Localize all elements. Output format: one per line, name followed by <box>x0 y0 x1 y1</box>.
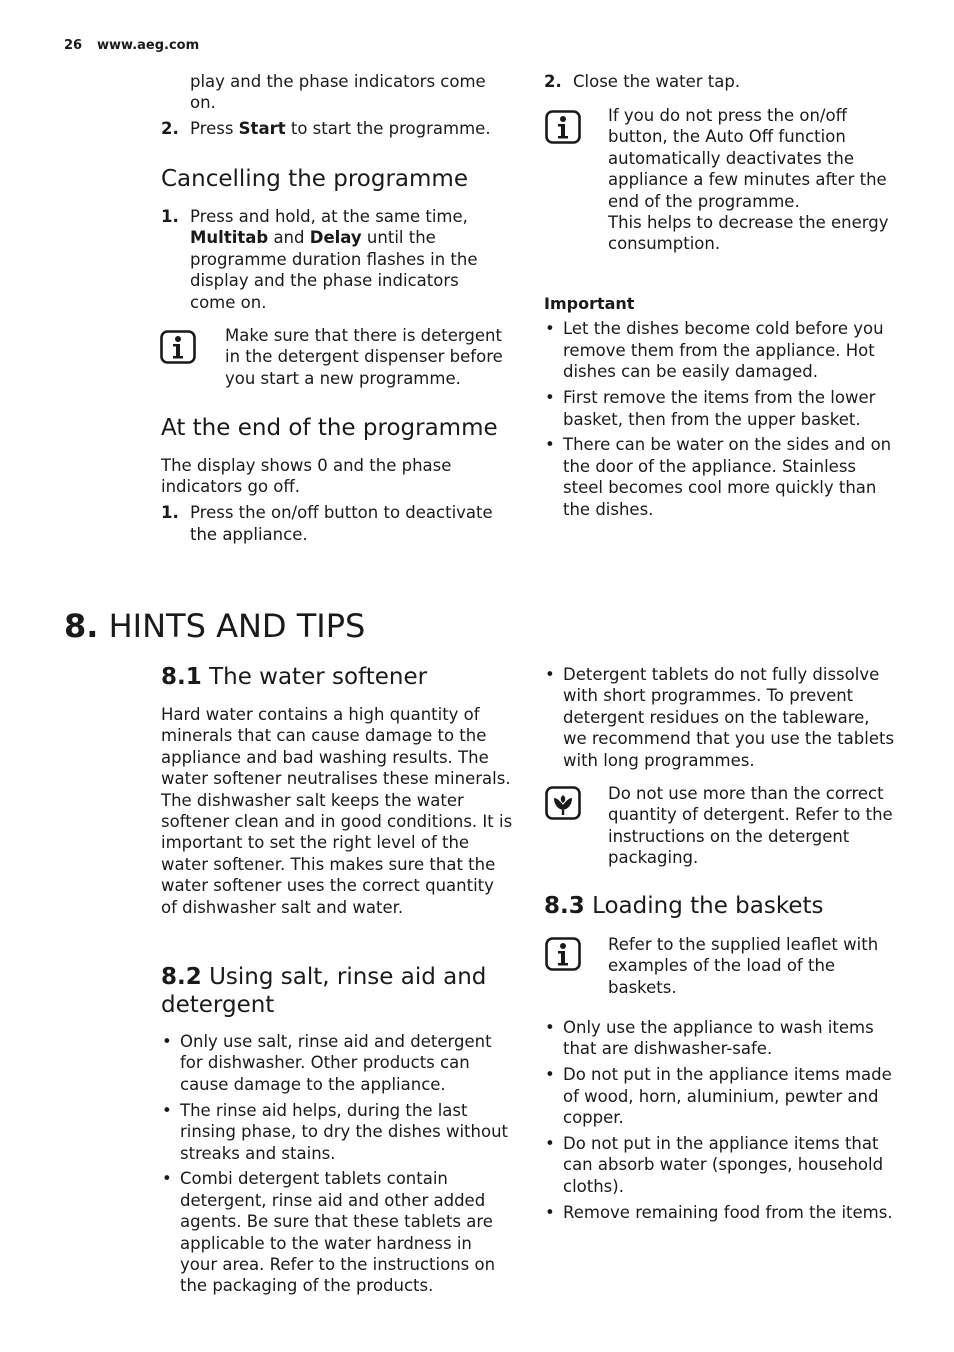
list-item-text: The rinse aid helps, during the last rinsing phase, to dry the dishes without streaks and stains. <box>180 1100 508 1163</box>
start-key-label: Start <box>238 119 286 139</box>
chapter-title-text: HINTS AND TIPS <box>108 607 366 645</box>
info-icon <box>545 937 581 971</box>
step-text: Press <box>190 119 239 139</box>
list-item <box>161 1100 511 1164</box>
bullet: • <box>545 435 555 455</box>
section-8-1-heading <box>161 663 427 691</box>
list-item <box>544 1133 896 1197</box>
right-top-column <box>544 71 894 92</box>
section-number: 8.1 <box>161 664 202 690</box>
left-top-column <box>161 71 511 140</box>
step-text: to start the programme. <box>285 119 491 139</box>
list-item-text: Only use the appliance to wash items that are dishwasher-safe. <box>563 1018 874 1059</box>
chapter-number: 8. <box>64 607 99 645</box>
section-number: 8.2 <box>161 964 202 990</box>
section-8-3-heading <box>544 892 824 920</box>
step-number: 1. <box>161 503 179 523</box>
delay-key-label: Delay <box>309 228 362 248</box>
info-icon <box>545 110 581 144</box>
baskets-note: Refer to the supplied leaflet with examples of the load of the baskets. <box>608 935 879 997</box>
list-item <box>544 1064 896 1128</box>
step-cancel <box>161 206 501 313</box>
step-number: 1. <box>161 207 179 226</box>
section-8-3-list <box>544 1017 896 1223</box>
list-item <box>544 434 896 520</box>
bullet: • <box>545 388 555 408</box>
section-8-2-heading <box>161 963 521 1019</box>
list-item-text: Detergent tablets do not fully dissolve with short programmes. To prevent detergent residues on the tableware, we recommend that you use the tablets with long programmes. <box>563 665 895 770</box>
section-title: The water softener <box>209 664 428 690</box>
auto-off-note <box>608 105 896 255</box>
cancel-steps <box>161 206 501 313</box>
water-softener-paragraph: Hard water contains a high quantity of minerals that can cause damage to the appliance and bad washing results. The water softener neutralises these minerals. <box>161 705 511 789</box>
bullet: • <box>545 1202 555 1222</box>
bullet: • <box>162 1100 172 1120</box>
list-item-text: Do not put in the appliance items made of wood, horn, aluminium, pewter and copper. <box>563 1065 892 1128</box>
step-close-tap <box>544 71 894 92</box>
list-item <box>161 1168 511 1296</box>
info-icon <box>160 330 196 364</box>
important-block <box>544 293 896 520</box>
page-number: 26 <box>64 38 83 53</box>
list-item-text: Combi detergent tablets contain detergent, rinse aid and other added agents. Be sure that these tablets are applicable to the water hardness in your area. Refer to the instructions on the packaging of the products. <box>180 1169 496 1296</box>
list-item-text: There can be water on the sides and on the door of the appliance. Stainless steel becomes cool more quickly than the dishes. <box>563 435 892 519</box>
step-text: until the programme duration flashes in the display and the phase indicators come on. <box>190 228 478 312</box>
bullet: • <box>162 1169 172 1189</box>
important-list <box>544 318 896 520</box>
important-title: Important <box>544 294 635 313</box>
list-item-text: Do not put in the appliance items that can absorb water (sponges, household cloths). <box>563 1134 884 1196</box>
section-8-2-list <box>161 1031 511 1297</box>
section-title: Using salt, rinse aid and detergent <box>161 964 487 1018</box>
bullet: • <box>545 319 555 339</box>
list-item-text: Remove remaining food from the items. <box>563 1202 893 1222</box>
list-item <box>161 1031 511 1095</box>
list-item-text: Let the dishes become cold before you remove them from the appliance. Hot dishes can be easily damaged. <box>563 319 884 382</box>
bullet: • <box>545 1065 555 1085</box>
end-of-programme-body <box>161 455 506 545</box>
list-item-text: Only use salt, rinse aid and detergent for dishwasher. Other products can cause damage to the appliance. <box>180 1032 492 1094</box>
detergent-tablets-list <box>544 664 896 771</box>
list-item <box>544 1202 896 1223</box>
step-number: 2. <box>544 72 562 91</box>
header-url[interactable]: www.aeg.com <box>97 38 200 53</box>
list-item <box>544 318 896 382</box>
continued-step-text: play and the phase indicators come on. <box>190 72 486 113</box>
step-deactivate <box>161 502 506 545</box>
environment-note: Do not use more than the correct quantity of detergent. Refer to the instructions on the detergent packaging. <box>608 784 893 868</box>
chapter-title <box>64 604 365 648</box>
section-8-1-body <box>161 704 513 918</box>
step-text: and <box>268 228 310 248</box>
energy-text: This helps to decrease the energy consumption. <box>608 213 889 254</box>
end-of-programme-heading: At the end of the programme <box>161 415 498 441</box>
list-item-text: First remove the items from the lower basket, then from the upper basket. <box>563 388 876 429</box>
list-item <box>544 1017 896 1060</box>
step-text: Close the water tap. <box>573 72 741 91</box>
bullet: • <box>545 1134 555 1154</box>
end-text: The display shows 0 and the phase indicators go off. <box>161 456 452 497</box>
salt-paragraph: The dishwasher salt keeps the water softener clean and in good conditions. It is important to set the right level of the water softener. This makes sure that the water softener uses the correct quantity of dishwasher salt and water. <box>161 790 513 917</box>
bullet: • <box>545 665 555 684</box>
environment-icon <box>545 786 581 820</box>
section-number: 8.3 <box>544 893 585 919</box>
cancelling-heading: Cancelling the programme <box>161 166 468 192</box>
list-item <box>544 664 896 771</box>
step-text: Press and hold, at the same time, <box>190 207 468 226</box>
step-start <box>161 118 511 139</box>
bullet: • <box>162 1032 172 1051</box>
detergent-note: Make sure that there is detergent in the detergent dispenser before you start a new programme. <box>225 326 503 388</box>
step-text: Press the on/off button to deactivate the appliance. <box>190 503 493 544</box>
list-item <box>544 387 896 430</box>
bullet: • <box>545 1018 555 1037</box>
step-number: 2. <box>161 119 179 139</box>
section-title: Loading the baskets <box>592 893 824 919</box>
multitab-key-label: Multitab <box>190 228 269 248</box>
auto-off-text: If you do not press the on/off button, the Auto Off function automatically deactivates the appliance a few minutes after the end of the programme. <box>608 106 887 211</box>
